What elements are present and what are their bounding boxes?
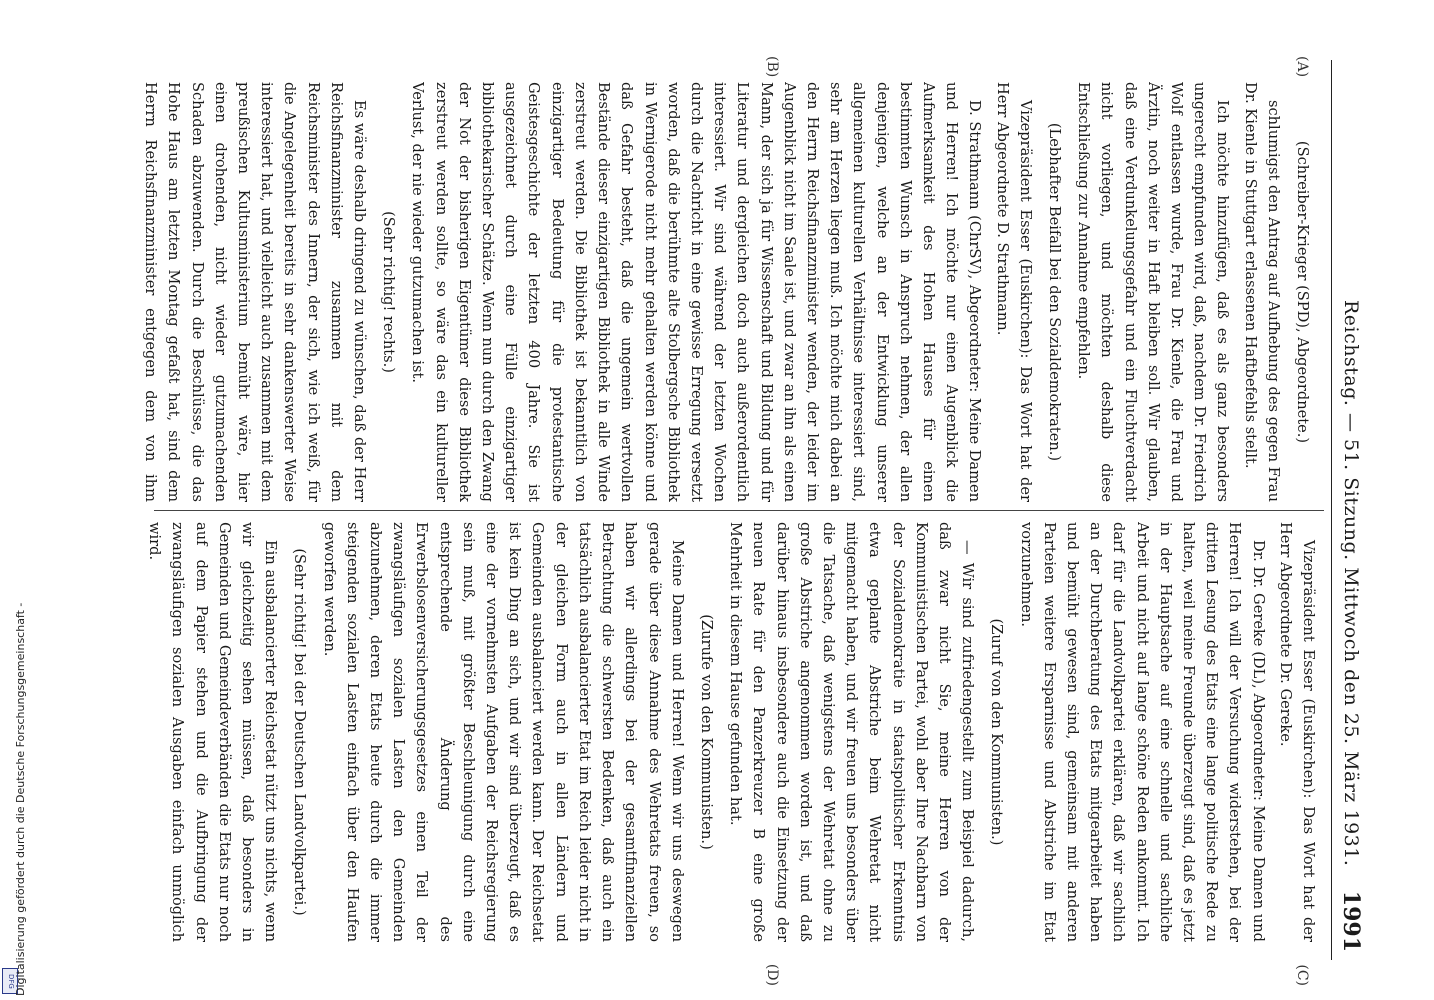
text-column-right bbox=[140, 522, 1320, 942]
paragraph: Ich möchte hinzufügen, daß es als ganz besonders ungerecht empfunden wird, daß, nachdem Dr. Friedrich Wolf entlassen wurde, Frau Dr. Kienle, die Frau und Ärztin, noch weiter in Haft bleiben soll. Wir glauben, daß eine Verdunkelungsgefahr und ein Fluchtverdacht nicht vorliegen, und möchten deshalb diese Entschließung zur Annahme empfehlen. bbox=[1075, 82, 1232, 502]
rotated-page-sheet bbox=[120, 56, 1370, 986]
paragraph: Ein ausbalancierter Reichsetat nützt uns nichts, wenn wir gleichzeitig sehen müssen, daß besonders in Gemeinden und Gemeindeverbänden die Etats nur noch auf dem Papier stehen und die Aufbringung der zwangsläufigen sozialen Ausgaben einfach unmöglich wird. bbox=[146, 522, 280, 942]
text-column-left bbox=[140, 82, 1320, 502]
paragraph: Es wäre deshalb dringend zu wünschen, daß der Herr Reichsfinanzminister zusammen mit dem Reichsminister des Innern, der sich, wie ich weiß, für die Angelegenheit bereits in sehr dankenswerter Weise interessiert hat, und vielleicht auch zusammen mit dem preußischen Kultusministerium bemüht wäre, hier einen drohenden, nicht wieder gutzumachenden Schaden abzuwenden. Durch die Beschlüsse, die das Hohe Haus am letzten Montag gefaßt hat, sind dem Herrn Reichsfinanzminister entgegen dem von ihm bbox=[142, 82, 369, 502]
header-rule bbox=[1331, 60, 1332, 960]
digitization-credit: Digitalisierung gefördert durch die Deutsche Forschungsgemeinschaft - bbox=[14, 602, 27, 996]
paragraph: Dr. Dr. Gereke (DL), Abgeordneter: Meine Damen und Herren! Ich will der Versuchung widerstehen, bei der dritten Lesung des Etats eine lange politische Rede zu halten, weil meine Freunde überzeugt sind, daß es jetzt in der Hauptsache auf eine schnelle und sachliche Arbeit und nicht auf lange schöne Reden ankommt. Ich darf für die Landvolkpartei erklären, daß wir sachlich an der Durchberatung des Etats mitgearbeitet haben und bemüht gewesen sind, gemeinsam mit anderen Parteien weitere Ersparnisse und Abstriche im Etat vorzunehmen. bbox=[1017, 522, 1267, 942]
digitization-footer bbox=[0, 0, 27, 1000]
paragraph: (Sehr richtig! rechts.) bbox=[380, 211, 398, 373]
paragraph: D. Strathmann (ChrSV), Abgeordneter: Meine Damen und Herren! Ich möchte nur einen Augenblick die Aufmerksamkeit des Hohen Hauses für einen bestimmten Wunsch in Anspruch nehmen, der allen denjenigen, welche an der Entwicklung unserer allgemeinen kulturellen Verhältnisse interessiert sind, sehr am Herzen liegen muß. Ich möchte mich dabei an den Herrn Reichsfinanzminister wenden, der leider im Augenblick nicht im Saale ist, und zwar an ihn als einen Mann, der sich ja für Wissenschaft und Bildung und für Literatur und dergleichen doch auch außerordentlich interessiert. Wir sind während der letzten Wochen durch die Nachricht in eine gewisse Erregung versetzt worden, daß die berühmte alte Stolbergsche Bibliothek in Wernigerode nicht mehr gehalten werden könne und daß Gefahr besteht, daß die ungemein wertvollen Bestände dieser einzigartigen Bibliothek in alle Winde zerstreut werden. Die Bibliothek ist bekanntlich von einzigartiger Bedeutung für die protestantische Geistesgeschichte der letzten 400 Jahre. Sie ist ausgezeichnet durch eine Fülle einzigartiger bibliothekarischer Schätze. Wenn nun durch den Zwang der Not der bisherigen Eigentümer diese Bibliothek zerstreut werden sollte, so wäre das ein kultureller Verlust, der nie wieder gutzumachen ist. bbox=[409, 82, 984, 502]
margin-mark-b: (B) bbox=[764, 56, 780, 78]
paragraph: (Schreiber-Krieger (SPD), Abgeordnete.) bbox=[1294, 140, 1311, 444]
paragraph: (Zurufe von den Kommunisten.) bbox=[697, 614, 715, 850]
page-header bbox=[1336, 60, 1370, 960]
dfg-logo: DFG bbox=[2, 968, 18, 994]
running-title: Reichstag. — 51. Sitzung. Mittwoch den 25. März 1931. bbox=[1340, 300, 1362, 867]
paragraph: — Wir sind zufriedengestellt zum Beispiel dadurch, daß zwar nicht Sie, meine Herren von der Kommunistischen Partei, wohl aber Ihre Nachbarn von der Sozialdemokratie in staatspolitischer Erkenntnis etwa geplante Abstriche beim Wehretat nicht mitgemacht haben, und wir freuen uns besonders über die Tatsache, daß wenigstens der Wehretat ohne zu große Abstriche angenommen worden ist, und daß darüber hinaus insbesondere auch die Einsetzung der neuen Rate für den Panzerkreuzer B eine große Mehrheit in diesem Hause gefunden hat. bbox=[727, 522, 977, 942]
margin-mark-c: (C) bbox=[1294, 964, 1310, 986]
column-rule bbox=[154, 510, 1324, 511]
page-number: 1991 bbox=[1338, 890, 1364, 952]
paragraph: (Sehr richtig! bei der Deutschen Landvolkpartei.) bbox=[291, 548, 309, 916]
paragraph: Meine Damen und Herren! Wenn wir uns deswegen gerade über diese Annahme des Wehretats freuen, so haben wir allerdings bei der gesamtfinanziellen Betrachtung die schwersten Bedenken, daß auch ein tatsächlich ausbalancierter Etat im Reich leider nicht in der gleichen Form auch in allen Ländern und Gemeinden ausbalanciert werden kann. Der Reichsetat ist kein Ding an sich, und wir sind überzeugt, daß es eine der vornehmsten Aufgaben der Reichsregierung sein muß, mit größter Beschleunigung durch eine entsprechende Änderung des Erwerbslosenversicherungsgesetzes einen Teil der zwangsläufigen sozialen Lasten den Gemeinden abzunehmen, deren Etats heute durch die immer steigenden sozialen Lasten einfach über den Haufen geworfen werden. bbox=[320, 522, 686, 942]
paragraph: schlumigst den Antrag auf Aufhebung des gegen Frau Dr. Kienle in Stuttgart erlassenen Haftbefehls stellt. bbox=[1241, 82, 1282, 502]
paragraph: Vizepräsident Esser (Euskirchen): Das Wort hat der Herr Abgeordnete Dr. Gereke. bbox=[1276, 522, 1317, 942]
paragraph: Vizepräsident Esser (Euskirchen): Das Wort hat der Herr Abgeordnete D. Strathmann. bbox=[993, 82, 1034, 502]
paragraph: (Lebhafter Beifall bei den Sozialdemokraten.) bbox=[1045, 122, 1063, 462]
margin-mark-a: (A) bbox=[1294, 56, 1310, 78]
margin-mark-d: (D) bbox=[764, 963, 780, 986]
paragraph: (Zuruf von den Kommunisten.) bbox=[988, 618, 1006, 846]
